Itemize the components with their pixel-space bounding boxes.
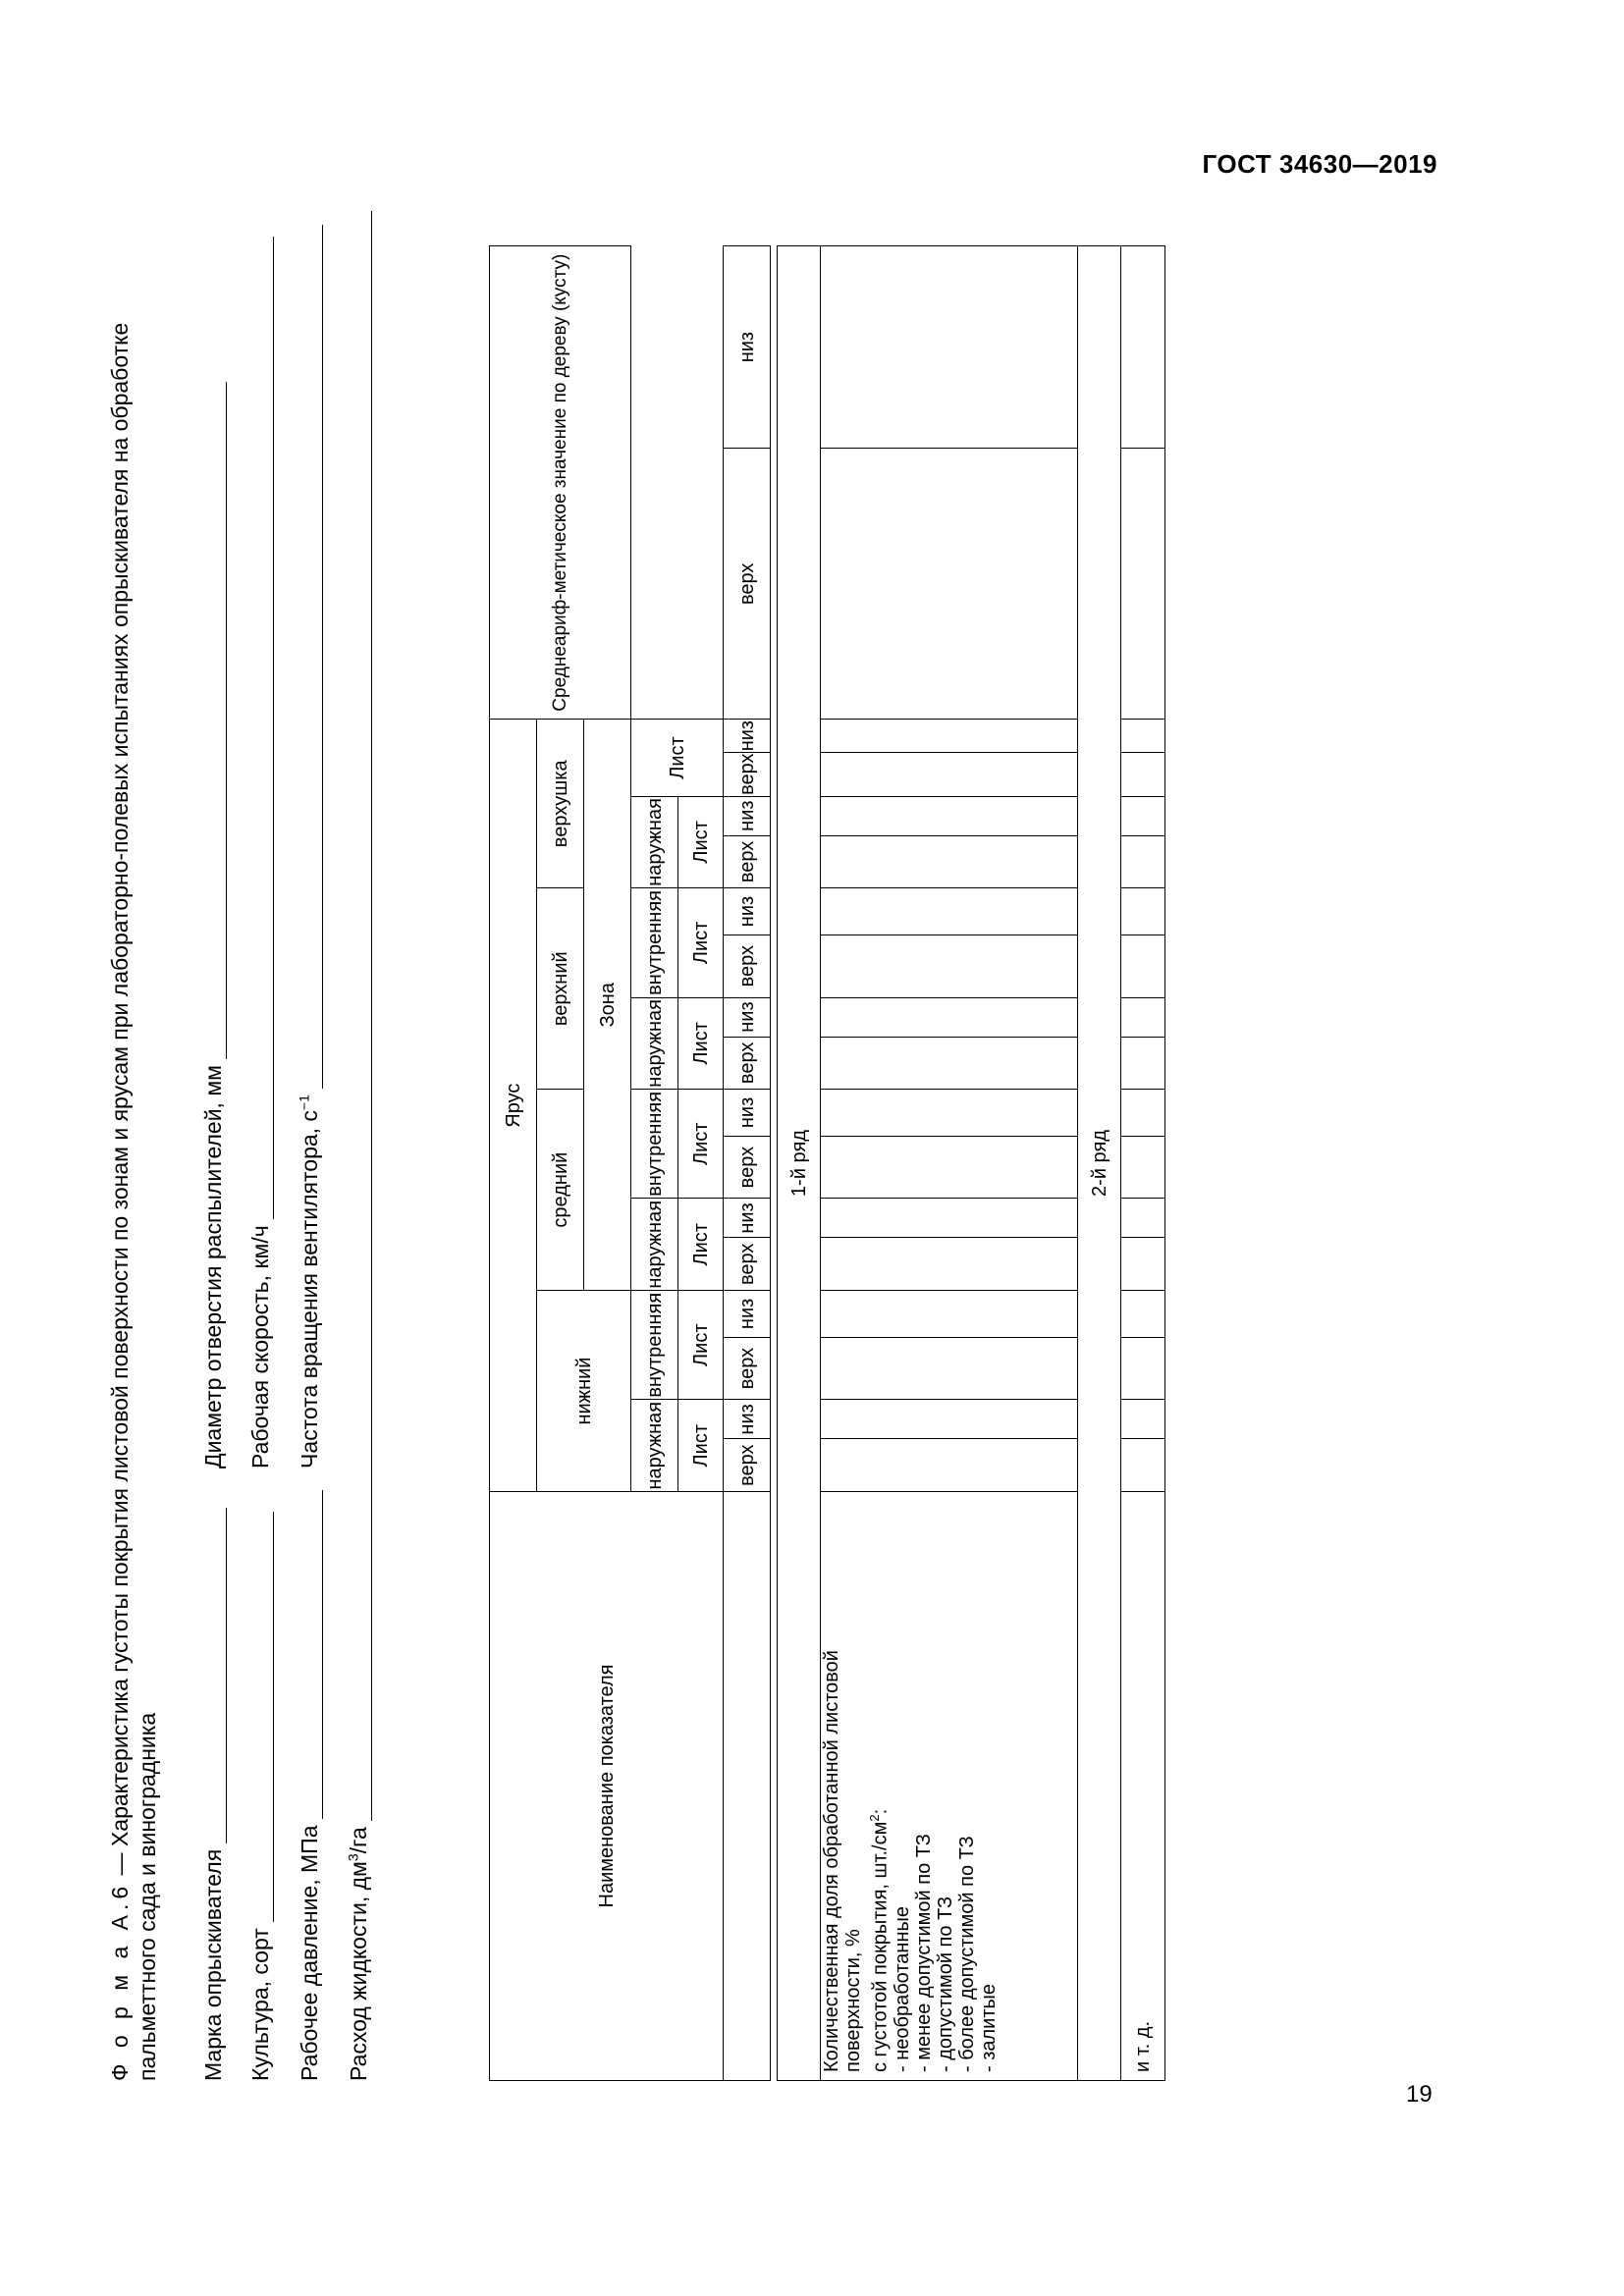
indicator-line-6: - допустимой по ТЗ [934,1896,956,2072]
indicator-line-8: - залитые [977,1983,1000,2072]
indicator-density-colon: : [869,1808,892,1815]
name-spacer [724,1492,771,2081]
leaf-label: Лист [678,1291,724,1400]
nozzle-diameter-field [200,382,227,1468]
working-speed-field [247,237,274,1468]
page-number: 19 [1406,2081,1433,2108]
tier-header: Ярус [490,720,537,1492]
data-cell[interactable] [1121,1136,1165,1199]
coverage-density-table [489,245,1165,2081]
liquid-rate-text: Расход жидкости, дм [346,1861,371,2081]
liquid-rate-line[interactable] [350,211,372,1821]
data-cell[interactable] [821,997,1078,1037]
rotated-form-content [106,118,1216,2081]
indicator-line-5: - менее допустимой по ТЗ [912,1834,935,2072]
data-cell[interactable] [1121,1090,1165,1137]
data-cell[interactable] [1121,1037,1165,1090]
working-pressure-line[interactable] [300,1490,323,1819]
zone-outer: наружная [631,796,678,888]
fan-speed-unit-sup: −1 [296,1095,312,1111]
row-2-label: 2-й ряд [1078,246,1121,2081]
leaf-label: Лист [678,1400,724,1492]
data-cell[interactable] [821,1439,1078,1492]
row-1-label-row [778,246,821,2081]
working-pressure-label: Рабочее давление, МПа [297,1825,322,2081]
data-cell[interactable] [821,1400,1078,1439]
side-top-label: верх [724,1337,771,1400]
liquid-rate-unit-tail: /га [346,1827,371,1854]
crop-variety-field [247,1512,274,2081]
side-top-label: верх [724,1136,771,1199]
data-cell[interactable] [1121,246,1165,449]
indicator-line-1: Количественная доля обработанной листовой [821,1650,842,2072]
zone-outer: наружная [631,997,678,1090]
form-caption [106,187,161,2081]
crop-variety-label: Культура, сорт [247,1928,273,2081]
etc-label: и т. д. [1121,1492,1165,2081]
data-cell[interactable] [821,1090,1078,1137]
side-top-label: верх [724,934,771,997]
row-1-label: 1-й ряд [778,246,821,2081]
working-pressure-field [297,1490,323,2081]
data-cell[interactable] [821,1238,1078,1291]
indicator-line-3 [864,1492,892,2072]
indicator-name-header: Наименование показателя [490,1492,724,2081]
data-cell[interactable] [1121,752,1165,796]
working-speed-line[interactable] [251,237,274,1219]
document-code: ГОСТ 34630—2019 [1202,149,1437,179]
indicator-text [821,1492,1078,2081]
data-cell[interactable] [821,888,1078,935]
data-cell[interactable] [821,934,1078,997]
indicator-line-7: - более допустимой по ТЗ [955,1836,978,2072]
indicator-row [821,246,1078,2081]
side-top-label: верх [724,1238,771,1291]
average-leaf: Лист [631,720,724,796]
data-cell[interactable] [1121,835,1165,888]
liquid-rate-label [346,1827,372,2081]
sprayer-brand-label: Марка опрыскивателя [200,1848,226,2081]
leaf-label: Лист [678,997,724,1090]
data-cell[interactable] [1121,720,1165,752]
side-top-label: верх [724,449,771,720]
data-cell[interactable] [821,720,1078,752]
data-cell[interactable] [1121,997,1165,1037]
data-cell[interactable] [1121,796,1165,835]
header-row-sides [724,246,771,2081]
data-cell[interactable] [1121,888,1165,935]
data-cell[interactable] [821,752,1078,796]
leaf-label: Лист [678,888,724,997]
form-caption-prefix: Ф о р м а А.6 [107,1881,133,2081]
liquid-rate-unit-sup: 3 [345,1853,361,1862]
data-cell[interactable] [1121,449,1165,720]
nozzle-diameter-label: Диаметр отверстия распылителей, мм [200,1065,226,1468]
side-bottom-label: низ [724,1090,771,1137]
zone-outer: наружная [631,1199,678,1291]
data-cell[interactable] [821,246,1078,449]
data-cell[interactable] [821,1037,1078,1090]
tier-top: верхушка [537,720,584,888]
data-cell[interactable] [1121,1291,1165,1338]
data-cell[interactable] [821,835,1078,888]
side-top-label: верх [724,1037,771,1090]
row-2-label-row [1078,246,1121,2081]
data-cell[interactable] [821,1136,1078,1199]
nozzle-diameter-line[interactable] [204,382,227,1059]
data-cell[interactable] [821,1199,1078,1238]
separator-cell [771,246,778,2081]
indicator-density-sup: 2 [867,1814,882,1822]
data-cell[interactable] [821,796,1078,835]
side-bottom-label: низ [724,997,771,1037]
header-separator [771,246,778,2081]
tier-middle: средний [537,1090,584,1291]
data-cell[interactable] [1121,1199,1165,1238]
sprayer-brand-line[interactable] [204,1508,227,1843]
side-bottom-label: низ [724,1291,771,1338]
liquid-rate-field [346,211,372,2081]
side-bottom-label: низ [724,796,771,835]
side-bottom-label: низ [724,1400,771,1439]
side-top-label: верх [724,1439,771,1492]
side-top-label: верх [724,752,771,796]
average-header: Среднеариф-метическое значение по дереву (кусту) [490,246,631,720]
fan-speed-label [297,1095,323,1468]
indicator-line-4: - необработанные [891,1906,913,2072]
fan-speed-field [297,225,323,1468]
etc-row [1121,246,1165,2081]
tier-upper: верхний [537,888,584,1090]
zone-inner: внутренняя [631,1291,678,1400]
data-cell[interactable] [1121,1439,1165,1492]
data-cell[interactable] [821,1291,1078,1338]
fan-speed-line[interactable] [300,225,323,1089]
side-bottom-label: низ [724,720,771,752]
side-bottom-label: низ [724,1199,771,1238]
fan-speed-text: Частота вращения вентилятора, с [297,1110,322,1468]
leaf-label: Лист [678,1199,724,1291]
side-bottom-label: низ [724,246,771,449]
crop-variety-line[interactable] [251,1512,274,1922]
working-speed-label: Рабочая скорость, км/ч [247,1225,273,1468]
data-cell[interactable] [821,449,1078,720]
leaf-label: Лист [678,1090,724,1199]
tier-lower: нижний [537,1291,631,1492]
side-bottom-label: низ [724,888,771,935]
data-cell[interactable] [1121,1238,1165,1291]
zone-inner: внутренняя [631,1090,678,1199]
leaf-label: Лист [678,796,724,888]
zone-header: Зона [584,720,631,1291]
data-cell[interactable] [1121,1337,1165,1400]
indicator-density-text: с густотой покрытия, шт./см [869,1821,892,2072]
indicator-line-2: поверхности, % [842,1929,864,2072]
sprayer-brand-field [200,1508,227,2081]
header-row-tier [490,246,537,2081]
data-cell[interactable] [1121,1400,1165,1439]
zone-inner: внутренняя [631,888,678,997]
side-top-label: верх [724,835,771,888]
data-cell[interactable] [1121,934,1165,997]
form-caption-text: — Характеристика густоты покрытия листовой поверхности по зонам и ярусам при лабораторно-полевых испытаниях опрыскивателя на обработке пальметтного сада и виноградника [107,322,160,2081]
zone-outer: наружная [631,1400,678,1492]
data-cell[interactable] [821,1337,1078,1400]
